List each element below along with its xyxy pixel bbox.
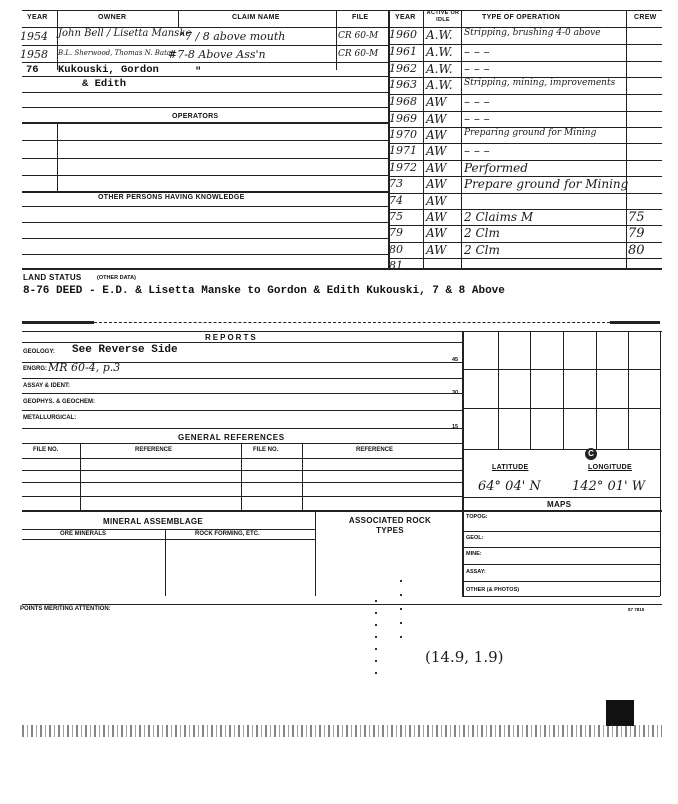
operation-year: 79 — [389, 226, 403, 239]
operation-status: AW — [426, 226, 447, 240]
operators-heading: OPERATORS — [172, 113, 219, 120]
owner-row-3-owner: Kukouski, Gordon — [58, 64, 159, 76]
maps-other: OTHER (& PHOTOS) — [466, 587, 520, 593]
scale-30: 30 — [452, 390, 459, 396]
scan-dots — [375, 600, 377, 680]
owner-row-1-year: 1954 — [20, 30, 48, 43]
ref-col-file-no-1: FILE NO. — [33, 447, 59, 453]
geology-value: See Reverse Side — [72, 344, 178, 356]
operation-status: AW — [426, 128, 447, 142]
operation-type: 2 Clm — [464, 243, 500, 257]
metallurgical-label: METALLURGICAL: — [23, 415, 77, 421]
operation-type: – – – — [464, 62, 490, 76]
operation-status: AW — [426, 194, 447, 208]
operation-type: Performed — [464, 161, 528, 175]
operation-crew: 75 — [628, 210, 645, 225]
maps-geol: GEOL: — [466, 535, 484, 541]
operation-type: – – – — [464, 112, 490, 126]
operation-year: 1962 — [389, 62, 417, 75]
associated-rock-types: ASSOCIATED ROCK TYPES — [348, 516, 432, 535]
owner-row-4-owner: & Edith — [82, 78, 127, 90]
operation-status: AW — [426, 243, 447, 257]
owner-row-3-year: 76 — [26, 64, 39, 76]
maps-mine: MINE: — [466, 551, 482, 557]
registration-mark — [606, 700, 634, 726]
owner-row-2-claim: #7-8 Above Ass'n — [168, 48, 266, 61]
operation-type-header: TYPE OF OPERATION — [482, 14, 561, 21]
crew-header: CREW — [634, 14, 657, 21]
owner-row-2-owner: B.L. Sherwood, Thomas N. Batas — [58, 49, 175, 57]
operation-status: AW — [426, 112, 447, 126]
operation-crew: 79 — [628, 226, 645, 241]
location-marker: C — [585, 448, 597, 460]
other-persons-heading: OTHER PERSONS HAVING KNOWLEDGE — [98, 194, 245, 201]
operation-year: 1963 — [389, 78, 417, 91]
owner-row-1-claim: "7 / 8 above mouth — [180, 30, 286, 43]
latitude-label: LATITUDE — [492, 464, 529, 471]
engrg-label: ENGRG: — [23, 366, 47, 372]
rock-forming-label: ROCK FORMING, ETC. — [195, 531, 260, 537]
engrg-value: MR 60-4, p.3 — [48, 361, 121, 374]
reports-heading: REPORTS — [205, 333, 258, 342]
operation-status: AW — [426, 177, 447, 191]
ref-col-file-no-2: FILE NO. — [253, 447, 279, 453]
operation-type: Stripping, mining, improvements — [464, 78, 616, 88]
operation-year: 1960 — [389, 28, 417, 41]
longitude-label: LONGITUDE — [588, 464, 632, 471]
maps-assay: ASSAY: — [466, 569, 486, 575]
points-meriting-attention: POINTS MERITING ATTENTION: — [20, 606, 111, 612]
operation-status: AW — [426, 95, 447, 109]
owner-header: OWNER — [98, 14, 127, 21]
file-header: FILE — [352, 14, 369, 21]
owner-row-1-file: CR 60-M — [338, 31, 379, 41]
operation-year: 1968 — [389, 95, 417, 108]
land-status-label: LAND STATUS — [23, 273, 82, 282]
operation-year: 1970 — [389, 128, 417, 141]
general-references-heading: GENERAL REFERENCES — [178, 433, 285, 442]
handwritten-coordinate: (14.9, 1.9) — [425, 648, 504, 666]
operation-status: AW — [426, 210, 447, 224]
scale-15: 15 — [452, 424, 459, 430]
operation-year: 80 — [389, 243, 403, 256]
operation-year: 1972 — [389, 161, 417, 174]
owner-row-3-claim: " — [195, 66, 202, 78]
maps-heading: MAPS — [547, 500, 572, 509]
year-header: YEAR — [27, 14, 48, 21]
land-status-sub: (OTHER DATA) — [97, 275, 136, 281]
operation-status: A.W. — [426, 28, 453, 42]
geology-label: GEOLOGY: — [23, 349, 55, 355]
ref-col-reference-1: REFERENCE — [135, 447, 173, 453]
assay-label: ASSAY & IDENT: — [23, 383, 71, 389]
scan-noise-band — [22, 725, 662, 737]
owner-row-1-owner: John Bell / Lisetta Manske — [58, 28, 192, 39]
form-number: 87 7815 — [628, 607, 645, 612]
land-status-text: 8-76 DEED - E.D. & Lisetta Manske to Gordon & Edith Kukouski, 7 & 8 Above — [23, 285, 505, 297]
maps-topog: TOPOG: — [466, 514, 488, 520]
geophys-label: GEOPHYS. & GEOCHEM: — [23, 399, 96, 405]
operation-year: 1961 — [389, 45, 417, 58]
operation-type: Stripping, brushing 4-0 above — [464, 28, 601, 38]
operation-year: 73 — [389, 177, 403, 190]
operation-year: 75 — [389, 210, 403, 223]
owner-row-2-year: 1958 — [20, 48, 48, 61]
operation-status: AW — [426, 144, 447, 158]
active-idle-header: ACTIVE OR IDLE — [426, 10, 460, 23]
operation-status: AW — [426, 161, 447, 175]
operation-year: 1969 — [389, 112, 417, 125]
scale-45: 45 — [452, 357, 459, 363]
operation-type: – – – — [464, 144, 490, 158]
operation-year: 1971 — [389, 144, 417, 157]
ref-col-reference-2: REFERENCE — [356, 447, 394, 453]
operation-crew: 80 — [628, 243, 645, 258]
operation-status: A.W. — [426, 62, 453, 76]
year2-header: YEAR — [395, 14, 416, 21]
operation-type: 2 Claims M — [464, 210, 534, 224]
operation-type: – – – — [464, 95, 490, 109]
mineral-assemblage-heading: MINERAL ASSEMBLAGE — [103, 517, 204, 526]
operation-year: 81 — [389, 259, 403, 272]
claim-name-header: CLAIM NAME — [232, 14, 280, 21]
latitude-value: 64° 04' N — [478, 479, 541, 494]
operation-type: Preparing ground for Mining — [464, 128, 597, 138]
operation-type: Prepare ground for Mining — [464, 177, 629, 191]
ore-minerals-label: ORE MINERALS — [60, 531, 107, 537]
scan-dots-2 — [400, 580, 402, 640]
longitude-value: 142° 01' W — [572, 479, 646, 494]
operation-status: A.W. — [426, 78, 453, 92]
owner-row-2-file: CR 60-M — [338, 49, 379, 59]
operation-type: – – – — [464, 45, 490, 59]
operation-status: A.W. — [426, 45, 453, 59]
operation-type: 2 Clm — [464, 226, 500, 240]
operation-year: 74 — [389, 194, 403, 207]
